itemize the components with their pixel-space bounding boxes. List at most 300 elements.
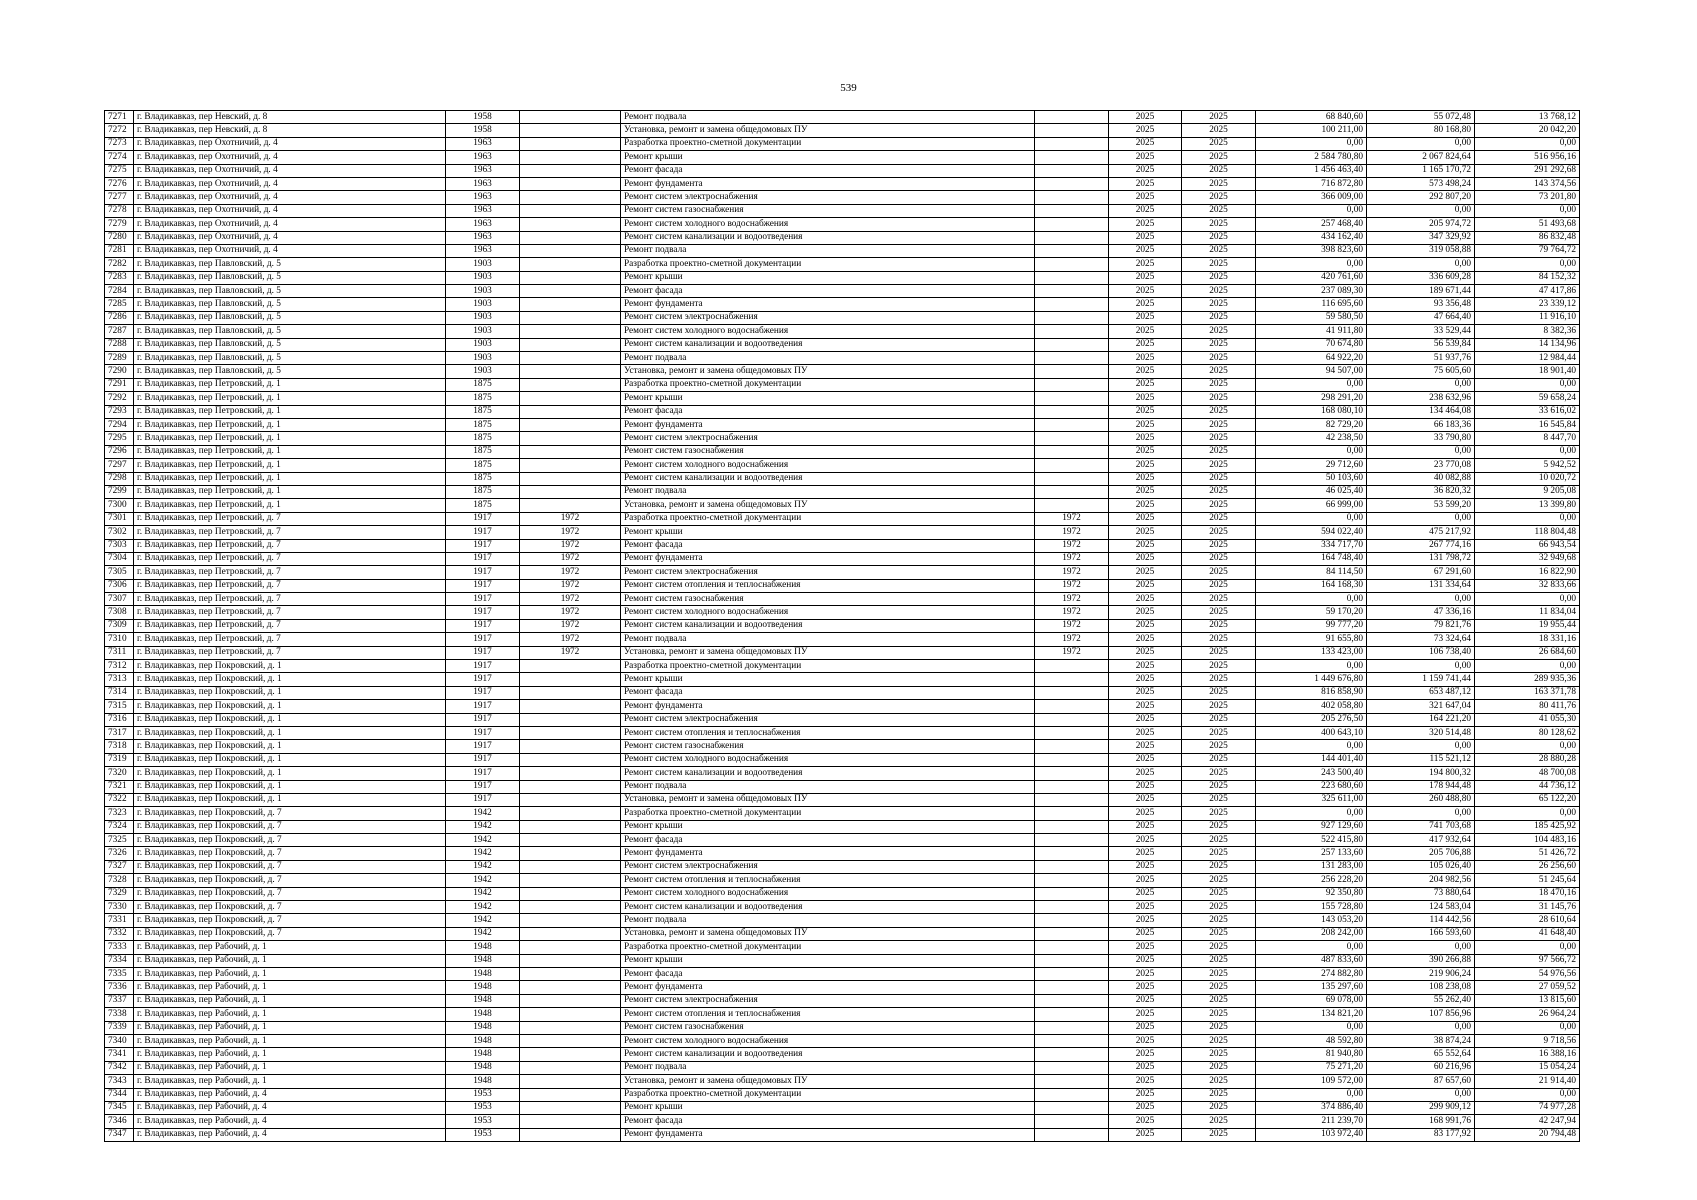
table-row: [105, 392, 1580, 405]
row-number-cell: 7320: [105, 767, 134, 780]
commissioning-year-cell: [520, 780, 621, 793]
commissioning-year-cell: 1972: [520, 566, 621, 579]
commissioning-year-cell: [520, 1088, 621, 1101]
row-number-cell: 7289: [105, 352, 134, 365]
commissioning-year-cell: [520, 686, 621, 699]
work-type-cell: Ремонт систем газоснабжения: [621, 593, 1035, 606]
plan-end-year-cell: 2025: [1182, 673, 1256, 686]
work-type-cell: Ремонт крыши: [621, 392, 1035, 405]
commissioning-year-cell: [520, 111, 621, 124]
fund-cost-cell: 347 329,92: [1367, 231, 1475, 244]
plan-end-year-cell: 2025: [1182, 378, 1256, 391]
owner-cost-cell: 86 832,48: [1475, 231, 1580, 244]
row-number-cell: 7341: [105, 1048, 134, 1061]
previous-repair-year-cell: [1035, 392, 1109, 405]
house-address-cell: г. Владикавказ, пер Петровский, д. 1: [134, 499, 446, 512]
plan-start-year-cell: 2025: [1109, 231, 1182, 244]
house-address-cell: г. Владикавказ, пер Покровский, д. 7: [134, 847, 446, 860]
total-cost-cell: 0,00: [1256, 941, 1367, 954]
year-built-cell: 1958: [446, 124, 520, 137]
fund-cost-cell: 87 657,60: [1367, 1075, 1475, 1088]
work-type-cell: Ремонт систем холодного водоснабжения: [621, 887, 1035, 900]
fund-cost-cell: 299 909,12: [1367, 1101, 1475, 1114]
owner-cost-cell: 73 201,80: [1475, 191, 1580, 204]
previous-repair-year-cell: [1035, 177, 1109, 190]
house-address-cell: г. Владикавказ, пер Петровский, д. 7: [134, 619, 446, 632]
owner-cost-cell: 18 901,40: [1475, 365, 1580, 378]
house-address-cell: г. Владикавказ, пер Петровский, д. 1: [134, 432, 446, 445]
total-cost-cell: 69 078,00: [1256, 994, 1367, 1007]
house-address-cell: г. Владикавказ, пер Петровский, д. 1: [134, 459, 446, 472]
house-address-cell: г. Владикавказ, пер Покровский, д. 1: [134, 673, 446, 686]
total-cost-cell: 131 283,00: [1256, 860, 1367, 873]
commissioning-year-cell: [520, 285, 621, 298]
table-row: [105, 847, 1580, 860]
owner-cost-cell: 0,00: [1475, 258, 1580, 271]
fund-cost-cell: 0,00: [1367, 445, 1475, 458]
commissioning-year-cell: [520, 860, 621, 873]
fund-cost-cell: 79 821,76: [1367, 619, 1475, 632]
total-cost-cell: 208 242,00: [1256, 927, 1367, 940]
fund-cost-cell: 164 221,20: [1367, 713, 1475, 726]
house-address-cell: г. Владикавказ, пер Рабочий, д. 1: [134, 994, 446, 1007]
house-address-cell: г. Владикавказ, пер Петровский, д. 7: [134, 552, 446, 565]
fund-cost-cell: 67 291,60: [1367, 566, 1475, 579]
fund-cost-cell: 1 159 741,44: [1367, 673, 1475, 686]
row-number-cell: 7277: [105, 191, 134, 204]
commissioning-year-cell: 1972: [520, 579, 621, 592]
year-built-cell: 1917: [446, 619, 520, 632]
row-number-cell: 7313: [105, 673, 134, 686]
commissioning-year-cell: 1972: [520, 633, 621, 646]
total-cost-cell: 522 415,80: [1256, 834, 1367, 847]
house-address-cell: г. Владикавказ, пер Покровский, д. 1: [134, 700, 446, 713]
year-built-cell: 1948: [446, 968, 520, 981]
house-address-cell: г. Владикавказ, пер Невский, д. 8: [134, 111, 446, 124]
row-number-cell: 7309: [105, 619, 134, 632]
table-row: [105, 686, 1580, 699]
total-cost-cell: 143 053,20: [1256, 914, 1367, 927]
fund-cost-cell: 336 609,28: [1367, 271, 1475, 284]
owner-cost-cell: 104 483,16: [1475, 834, 1580, 847]
previous-repair-year-cell: 1972: [1035, 566, 1109, 579]
year-built-cell: 1942: [446, 820, 520, 833]
work-type-cell: Ремонт подвала: [621, 633, 1035, 646]
plan-end-year-cell: 2025: [1182, 258, 1256, 271]
row-number-cell: 7325: [105, 834, 134, 847]
plan-end-year-cell: 2025: [1182, 593, 1256, 606]
plan-start-year-cell: 2025: [1109, 646, 1182, 659]
total-cost-cell: 168 080,10: [1256, 405, 1367, 418]
total-cost-cell: 75 271,20: [1256, 1061, 1367, 1074]
row-number-cell: 7335: [105, 968, 134, 981]
year-built-cell: 1903: [446, 325, 520, 338]
plan-end-year-cell: 2025: [1182, 820, 1256, 833]
owner-cost-cell: 0,00: [1475, 1088, 1580, 1101]
commissioning-year-cell: [520, 392, 621, 405]
total-cost-cell: 64 922,20: [1256, 352, 1367, 365]
year-built-cell: 1917: [446, 539, 520, 552]
row-number-cell: 7287: [105, 325, 134, 338]
plan-start-year-cell: 2025: [1109, 834, 1182, 847]
plan-end-year-cell: 2025: [1182, 432, 1256, 445]
commissioning-year-cell: [520, 1048, 621, 1061]
total-cost-cell: 0,00: [1256, 740, 1367, 753]
plan-end-year-cell: 2025: [1182, 472, 1256, 485]
commissioning-year-cell: [520, 1075, 621, 1088]
year-built-cell: 1953: [446, 1115, 520, 1128]
plan-end-year-cell: 2025: [1182, 285, 1256, 298]
row-number-cell: 7288: [105, 338, 134, 351]
year-built-cell: 1942: [446, 914, 520, 927]
previous-repair-year-cell: [1035, 151, 1109, 164]
plan-end-year-cell: 2025: [1182, 633, 1256, 646]
previous-repair-year-cell: [1035, 445, 1109, 458]
plan-start-year-cell: 2025: [1109, 593, 1182, 606]
table-row: [105, 459, 1580, 472]
table-row: [105, 244, 1580, 257]
work-type-cell: Ремонт фасада: [621, 1115, 1035, 1128]
total-cost-cell: 434 162,40: [1256, 231, 1367, 244]
work-type-cell: Ремонт систем электроснабжения: [621, 311, 1035, 324]
row-number-cell: 7327: [105, 860, 134, 873]
plan-start-year-cell: 2025: [1109, 1034, 1182, 1047]
fund-cost-cell: 114 442,56: [1367, 914, 1475, 927]
house-address-cell: г. Владикавказ, пер Петровский, д. 1: [134, 392, 446, 405]
table-row: [105, 177, 1580, 190]
year-built-cell: 1963: [446, 218, 520, 231]
work-type-cell: Ремонт фундамента: [621, 847, 1035, 860]
plan-end-year-cell: 2025: [1182, 713, 1256, 726]
total-cost-cell: 211 239,70: [1256, 1115, 1367, 1128]
row-number-cell: 7347: [105, 1128, 134, 1141]
work-type-cell: Ремонт крыши: [621, 954, 1035, 967]
work-type-cell: Разработка проектно-сметной документации: [621, 941, 1035, 954]
house-address-cell: г. Владикавказ, пер Покровский, д. 7: [134, 914, 446, 927]
work-type-cell: Ремонт крыши: [621, 151, 1035, 164]
house-address-cell: г. Владикавказ, пер Петровский, д. 7: [134, 633, 446, 646]
commissioning-year-cell: [520, 753, 621, 766]
owner-cost-cell: 19 955,44: [1475, 619, 1580, 632]
total-cost-cell: 100 211,00: [1256, 124, 1367, 137]
work-type-cell: Ремонт подвала: [621, 244, 1035, 257]
table-row: [105, 325, 1580, 338]
work-type-cell: Ремонт систем электроснабжения: [621, 713, 1035, 726]
fund-cost-cell: 53 599,20: [1367, 499, 1475, 512]
plan-end-year-cell: 2025: [1182, 646, 1256, 659]
row-number-cell: 7342: [105, 1061, 134, 1074]
house-address-cell: г. Владикавказ, пер Рабочий, д. 4: [134, 1128, 446, 1141]
table-row: [105, 418, 1580, 431]
plan-start-year-cell: 2025: [1109, 204, 1182, 217]
commissioning-year-cell: [520, 1101, 621, 1114]
row-number-cell: 7345: [105, 1101, 134, 1114]
house-address-cell: г. Владикавказ, пер Покровский, д. 7: [134, 887, 446, 900]
owner-cost-cell: 26 964,24: [1475, 1008, 1580, 1021]
plan-end-year-cell: 2025: [1182, 191, 1256, 204]
house-address-cell: г. Владикавказ, пер Рабочий, д. 1: [134, 1034, 446, 1047]
year-built-cell: 1917: [446, 767, 520, 780]
row-number-cell: 7333: [105, 941, 134, 954]
table-row: [105, 1101, 1580, 1114]
row-number-cell: 7294: [105, 418, 134, 431]
year-built-cell: 1953: [446, 1101, 520, 1114]
work-type-cell: Ремонт систем газоснабжения: [621, 445, 1035, 458]
fund-cost-cell: 36 820,32: [1367, 485, 1475, 498]
row-number-cell: 7306: [105, 579, 134, 592]
owner-cost-cell: 185 425,92: [1475, 820, 1580, 833]
plan-end-year-cell: 2025: [1182, 914, 1256, 927]
year-built-cell: 1875: [446, 392, 520, 405]
house-address-cell: г. Владикавказ, пер Рабочий, д. 1: [134, 1008, 446, 1021]
year-built-cell: 1963: [446, 164, 520, 177]
owner-cost-cell: 8 447,70: [1475, 432, 1580, 445]
plan-end-year-cell: 2025: [1182, 499, 1256, 512]
plan-end-year-cell: 2025: [1182, 619, 1256, 632]
house-address-cell: г. Владикавказ, пер Петровский, д. 7: [134, 512, 446, 525]
total-cost-cell: 91 655,80: [1256, 633, 1367, 646]
previous-repair-year-cell: 1972: [1035, 606, 1109, 619]
plan-end-year-cell: 2025: [1182, 204, 1256, 217]
row-number-cell: 7310: [105, 633, 134, 646]
total-cost-cell: 59 170,20: [1256, 606, 1367, 619]
work-type-cell: Ремонт систем канализации и водоотведения: [621, 901, 1035, 914]
row-number-cell: 7280: [105, 231, 134, 244]
plan-start-year-cell: 2025: [1109, 941, 1182, 954]
previous-repair-year-cell: 1972: [1035, 593, 1109, 606]
plan-end-year-cell: 2025: [1182, 793, 1256, 806]
house-address-cell: г. Владикавказ, пер Павловский, д. 5: [134, 325, 446, 338]
plan-end-year-cell: 2025: [1182, 740, 1256, 753]
plan-start-year-cell: 2025: [1109, 847, 1182, 860]
commissioning-year-cell: [520, 847, 621, 860]
fund-cost-cell: 653 487,12: [1367, 686, 1475, 699]
fund-cost-cell: 475 217,92: [1367, 526, 1475, 539]
table-row: [105, 793, 1580, 806]
row-number-cell: 7298: [105, 472, 134, 485]
plan-start-year-cell: 2025: [1109, 820, 1182, 833]
plan-end-year-cell: 2025: [1182, 753, 1256, 766]
house-address-cell: г. Владикавказ, пер Покровский, д. 1: [134, 660, 446, 673]
house-address-cell: г. Владикавказ, пер Павловский, д. 5: [134, 338, 446, 351]
year-built-cell: 1875: [446, 445, 520, 458]
previous-repair-year-cell: [1035, 807, 1109, 820]
work-type-cell: Ремонт систем холодного водоснабжения: [621, 325, 1035, 338]
year-built-cell: 1875: [446, 378, 520, 391]
row-number-cell: 7334: [105, 954, 134, 967]
fund-cost-cell: 80 168,80: [1367, 124, 1475, 137]
total-cost-cell: 155 728,80: [1256, 901, 1367, 914]
capital-repair-table: [104, 110, 1580, 1142]
house-address-cell: г. Владикавказ, пер Рабочий, д. 4: [134, 1101, 446, 1114]
plan-start-year-cell: 2025: [1109, 111, 1182, 124]
total-cost-cell: 29 712,60: [1256, 459, 1367, 472]
table-row: [105, 204, 1580, 217]
house-address-cell: г. Владикавказ, пер Охотничий, д. 4: [134, 164, 446, 177]
house-address-cell: г. Владикавказ, пер Рабочий, д. 1: [134, 981, 446, 994]
fund-cost-cell: 47 336,16: [1367, 606, 1475, 619]
commissioning-year-cell: [520, 177, 621, 190]
plan-end-year-cell: 2025: [1182, 352, 1256, 365]
work-type-cell: Ремонт фасада: [621, 285, 1035, 298]
plan-start-year-cell: 2025: [1109, 352, 1182, 365]
work-type-cell: Разработка проектно-сметной документации: [621, 512, 1035, 525]
previous-repair-year-cell: [1035, 378, 1109, 391]
fund-cost-cell: 741 703,68: [1367, 820, 1475, 833]
plan-end-year-cell: 2025: [1182, 1101, 1256, 1114]
row-number-cell: 7286: [105, 311, 134, 324]
work-type-cell: Ремонт систем электроснабжения: [621, 191, 1035, 204]
plan-end-year-cell: 2025: [1182, 325, 1256, 338]
plan-start-year-cell: 2025: [1109, 1101, 1182, 1114]
table-row: [105, 552, 1580, 565]
table-row: [105, 927, 1580, 940]
house-address-cell: г. Владикавказ, пер Петровский, д. 7: [134, 593, 446, 606]
previous-repair-year-cell: [1035, 1075, 1109, 1088]
row-number-cell: 7346: [105, 1115, 134, 1128]
plan-start-year-cell: 2025: [1109, 874, 1182, 887]
page-number: 539: [840, 82, 857, 94]
commissioning-year-cell: [520, 874, 621, 887]
year-built-cell: 1942: [446, 927, 520, 940]
year-built-cell: 1875: [446, 405, 520, 418]
work-type-cell: Ремонт подвала: [621, 1061, 1035, 1074]
plan-start-year-cell: 2025: [1109, 1088, 1182, 1101]
total-cost-cell: 41 911,80: [1256, 325, 1367, 338]
owner-cost-cell: 0,00: [1475, 512, 1580, 525]
table-row: [105, 1061, 1580, 1074]
table-row: [105, 137, 1580, 150]
previous-repair-year-cell: 1972: [1035, 512, 1109, 525]
year-built-cell: 1963: [446, 244, 520, 257]
previous-repair-year-cell: [1035, 204, 1109, 217]
row-number-cell: 7297: [105, 459, 134, 472]
plan-start-year-cell: 2025: [1109, 137, 1182, 150]
work-type-cell: Ремонт систем газоснабжения: [621, 204, 1035, 217]
owner-cost-cell: 31 145,76: [1475, 901, 1580, 914]
table-row: [105, 767, 1580, 780]
fund-cost-cell: 2 067 824,64: [1367, 151, 1475, 164]
total-cost-cell: 0,00: [1256, 593, 1367, 606]
plan-start-year-cell: 2025: [1109, 726, 1182, 739]
previous-repair-year-cell: [1035, 981, 1109, 994]
owner-cost-cell: 21 914,40: [1475, 1075, 1580, 1088]
previous-repair-year-cell: [1035, 1034, 1109, 1047]
table-row: [105, 352, 1580, 365]
plan-start-year-cell: 2025: [1109, 311, 1182, 324]
plan-start-year-cell: 2025: [1109, 191, 1182, 204]
owner-cost-cell: 16 822,90: [1475, 566, 1580, 579]
year-built-cell: 1963: [446, 137, 520, 150]
total-cost-cell: 0,00: [1256, 258, 1367, 271]
commissioning-year-cell: [520, 338, 621, 351]
house-address-cell: г. Владикавказ, пер Рабочий, д. 1: [134, 1021, 446, 1034]
commissioning-year-cell: [520, 164, 621, 177]
table-row: [105, 700, 1580, 713]
fund-cost-cell: 205 706,88: [1367, 847, 1475, 860]
owner-cost-cell: 5 942,52: [1475, 459, 1580, 472]
total-cost-cell: 927 129,60: [1256, 820, 1367, 833]
commissioning-year-cell: [520, 378, 621, 391]
plan-start-year-cell: 2025: [1109, 619, 1182, 632]
table-row: [105, 338, 1580, 351]
total-cost-cell: 109 572,00: [1256, 1075, 1367, 1088]
previous-repair-year-cell: [1035, 1021, 1109, 1034]
fund-cost-cell: 573 498,24: [1367, 177, 1475, 190]
work-type-cell: Ремонт систем холодного водоснабжения: [621, 218, 1035, 231]
plan-start-year-cell: 2025: [1109, 660, 1182, 673]
table-row: [105, 365, 1580, 378]
work-type-cell: Ремонт систем отопления и теплоснабжения: [621, 579, 1035, 592]
fund-cost-cell: 55 072,48: [1367, 111, 1475, 124]
total-cost-cell: 298 291,20: [1256, 392, 1367, 405]
owner-cost-cell: 0,00: [1475, 593, 1580, 606]
table-row: [105, 579, 1580, 592]
plan-end-year-cell: 2025: [1182, 338, 1256, 351]
commissioning-year-cell: [520, 713, 621, 726]
house-address-cell: г. Владикавказ, пер Охотничий, д. 4: [134, 151, 446, 164]
house-address-cell: г. Владикавказ, пер Петровский, д. 7: [134, 539, 446, 552]
plan-start-year-cell: 2025: [1109, 1115, 1182, 1128]
owner-cost-cell: 16 545,84: [1475, 418, 1580, 431]
commissioning-year-cell: [520, 834, 621, 847]
plan-start-year-cell: 2025: [1109, 472, 1182, 485]
work-type-cell: Ремонт систем отопления и теплоснабжения: [621, 874, 1035, 887]
total-cost-cell: 59 580,50: [1256, 311, 1367, 324]
plan-start-year-cell: 2025: [1109, 177, 1182, 190]
plan-start-year-cell: 2025: [1109, 673, 1182, 686]
fund-cost-cell: 73 324,64: [1367, 633, 1475, 646]
fund-cost-cell: 0,00: [1367, 1088, 1475, 1101]
house-address-cell: г. Владикавказ, пер Павловский, д. 5: [134, 285, 446, 298]
table-row: [105, 539, 1580, 552]
commissioning-year-cell: [520, 137, 621, 150]
plan-end-year-cell: 2025: [1182, 459, 1256, 472]
table-row: [105, 753, 1580, 766]
plan-start-year-cell: 2025: [1109, 807, 1182, 820]
work-type-cell: Ремонт фасада: [621, 405, 1035, 418]
total-cost-cell: 70 674,80: [1256, 338, 1367, 351]
work-type-cell: Ремонт крыши: [621, 673, 1035, 686]
fund-cost-cell: 194 800,32: [1367, 767, 1475, 780]
table-row: [105, 151, 1580, 164]
row-number-cell: 7322: [105, 793, 134, 806]
plan-end-year-cell: 2025: [1182, 807, 1256, 820]
plan-start-year-cell: 2025: [1109, 901, 1182, 914]
table-row: [105, 726, 1580, 739]
table-row: [105, 981, 1580, 994]
commissioning-year-cell: [520, 405, 621, 418]
year-built-cell: 1948: [446, 954, 520, 967]
row-number-cell: 7308: [105, 606, 134, 619]
commissioning-year-cell: [520, 218, 621, 231]
row-number-cell: 7311: [105, 646, 134, 659]
house-address-cell: г. Владикавказ, пер Петровский, д. 7: [134, 606, 446, 619]
house-address-cell: г. Владикавказ, пер Павловский, д. 5: [134, 298, 446, 311]
house-address-cell: г. Владикавказ, пер Рабочий, д. 1: [134, 968, 446, 981]
work-type-cell: Установка, ремонт и замена общедомовых ПУ: [621, 1075, 1035, 1088]
house-address-cell: г. Владикавказ, пер Петровский, д. 7: [134, 566, 446, 579]
fund-cost-cell: 166 593,60: [1367, 927, 1475, 940]
fund-cost-cell: 0,00: [1367, 807, 1475, 820]
previous-repair-year-cell: 1972: [1035, 539, 1109, 552]
plan-end-year-cell: 2025: [1182, 418, 1256, 431]
commissioning-year-cell: [520, 311, 621, 324]
plan-end-year-cell: 2025: [1182, 941, 1256, 954]
previous-repair-year-cell: [1035, 968, 1109, 981]
work-type-cell: Ремонт подвала: [621, 111, 1035, 124]
year-built-cell: 1953: [446, 1088, 520, 1101]
